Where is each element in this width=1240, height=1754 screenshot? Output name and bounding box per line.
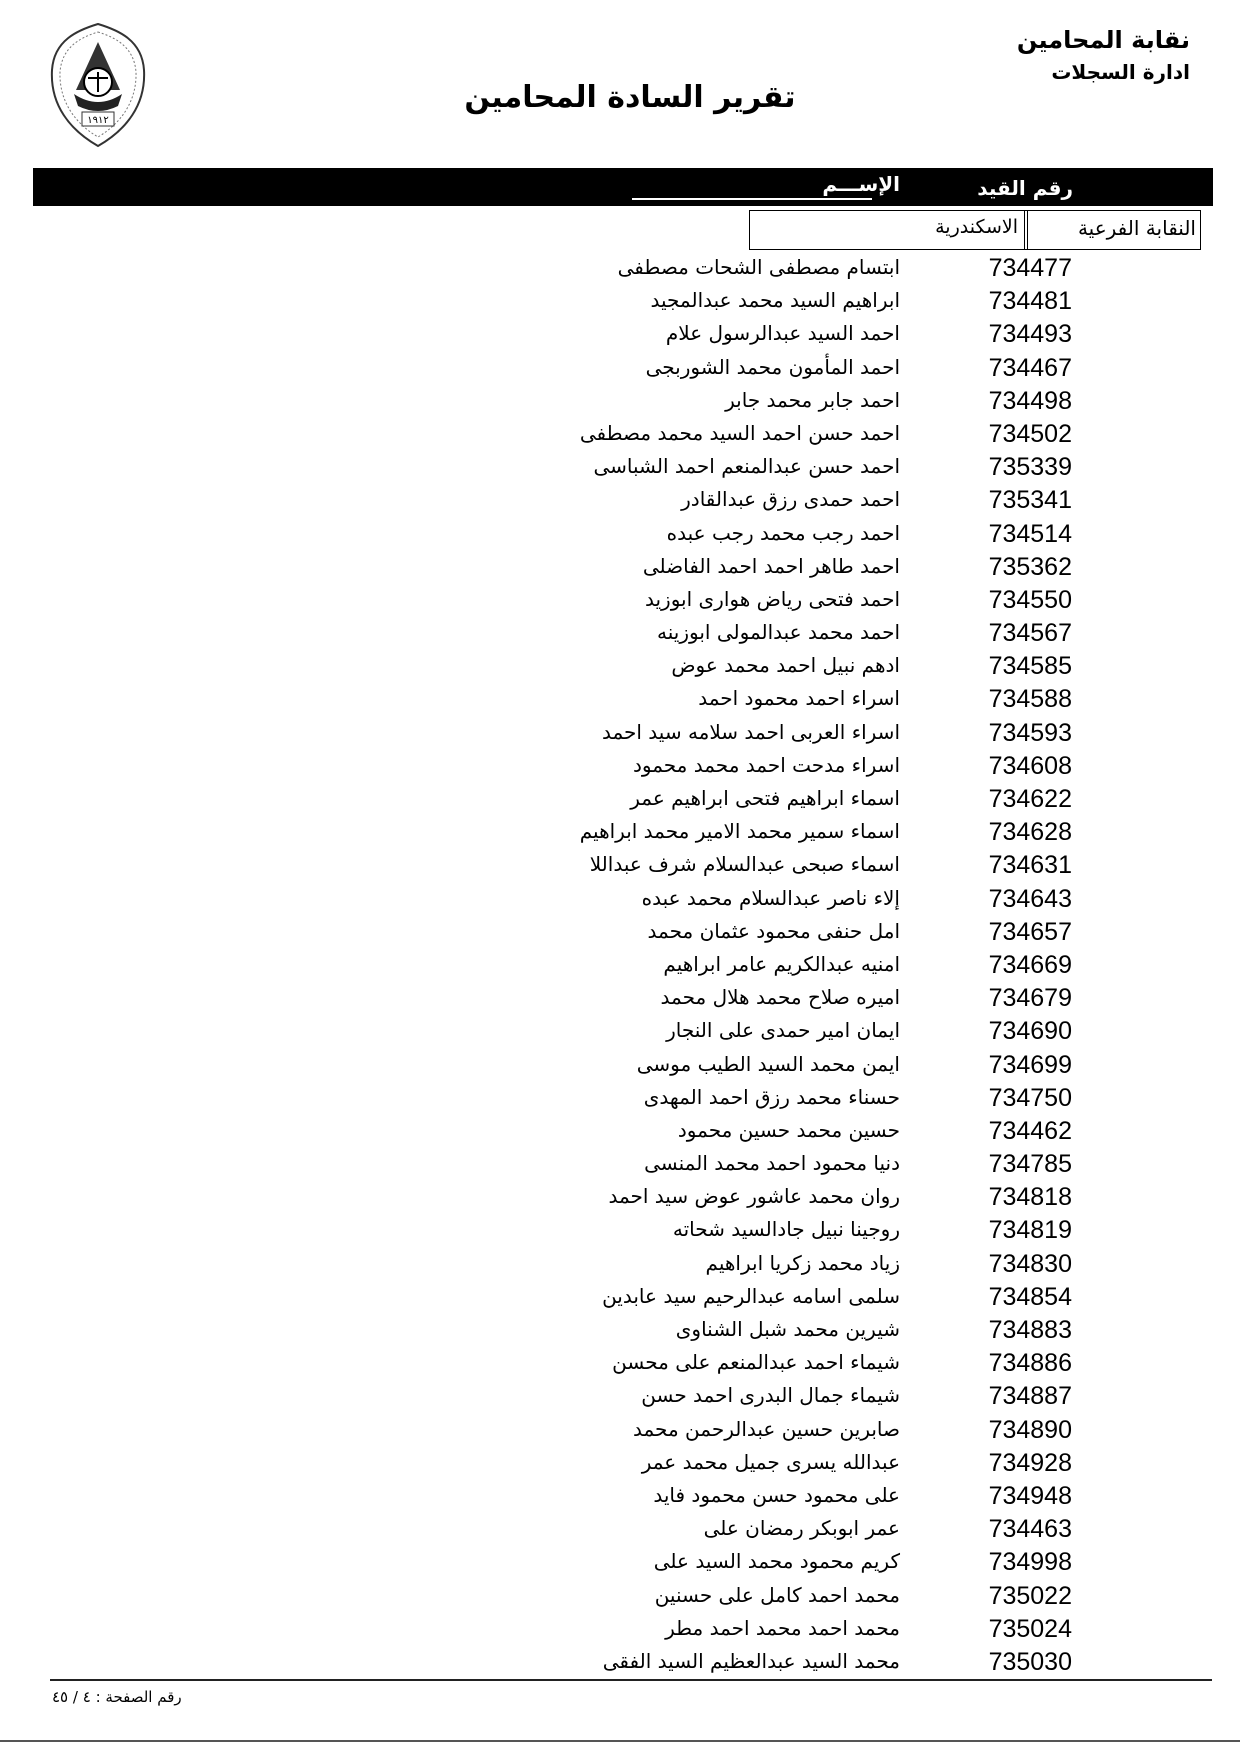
lawyer-name: احمد فتحى رياض هوارى ابوزيد: [644, 586, 900, 611]
registration-number: 734477: [988, 254, 1072, 282]
table-row: [0, 1513, 1240, 1546]
registration-number: 734998: [988, 1548, 1072, 1577]
lawyer-name: إلاء ناصر عبدالسلام محمد عبده: [641, 885, 900, 910]
lawyer-name: امل حنفى محمود عثمان محمد: [647, 918, 900, 943]
table-row: [0, 1380, 1240, 1413]
report-title: تقرير السادة المحامين: [464, 80, 796, 115]
organization-name: نقابة المحامين: [1016, 26, 1190, 54]
registration-number: 734585: [988, 652, 1072, 681]
lawyer-name: حسين محمد حسين محمود: [677, 1117, 900, 1142]
registration-number: 734463: [988, 1515, 1072, 1544]
lawyer-name: ادهم نبيل احمد محمد عوض: [671, 653, 900, 678]
lawyer-name: احمد حسن عبدالمنعم احمد الشباسى: [593, 454, 900, 479]
column-header-name: الإســـم: [822, 172, 900, 196]
lawyer-name: محمد السيد عبدالعظيم السيد الفقى: [602, 1648, 900, 1673]
lawyer-name: محمد احمد محمد احمد مطر: [665, 1615, 900, 1640]
table-row: [0, 1082, 1240, 1115]
column-header-name-underline: [632, 198, 872, 200]
lawyer-name: احمد طاهر احمد احمد الفاضلى: [642, 553, 900, 578]
branch-value: الاسكندرية: [935, 216, 1018, 238]
page-number: [52, 1688, 182, 1706]
lawyer-name: اسماء صبحى عبدالسلام شرف عبداللا: [589, 852, 900, 877]
registration-number: 734593: [988, 718, 1072, 747]
registration-number: 734699: [988, 1050, 1072, 1079]
table-row: [0, 1414, 1240, 1447]
lawyer-name: احمد حمدى رزق عبدالقادر: [681, 487, 900, 512]
department-name: ادارة السجلات: [1051, 60, 1190, 84]
lawyer-name: شيماء جمال البدرى احمد حسن: [641, 1383, 900, 1408]
table-row: [0, 518, 1240, 551]
page-label: رقم الصفحة :: [95, 1688, 182, 1706]
registration-number: 735030: [988, 1647, 1072, 1676]
lawyer-name: عمر ابوبكر رمضان على: [703, 1516, 900, 1541]
registration-number: 734502: [988, 419, 1072, 448]
lawyer-name: اميره صلاح محمد هلال محمد: [660, 985, 900, 1010]
registration-number: 734467: [988, 353, 1072, 382]
lawyer-name: اسراء العربى احمد سلامه سيد احمد: [601, 719, 900, 744]
logo-year: ١٩١٢: [87, 115, 109, 126]
lawyer-name: ايمن محمد السيد الطيب موسى: [636, 1051, 900, 1076]
registration-number: 735024: [988, 1614, 1072, 1643]
registration-number: 734948: [988, 1481, 1072, 1510]
registration-number: 734493: [988, 320, 1072, 349]
lawyer-name: زياد محمد زكريا ابراهيم: [705, 1250, 900, 1275]
table-row: [0, 484, 1240, 517]
table-row: [0, 1613, 1240, 1646]
registration-number: 734657: [988, 917, 1072, 946]
table-row: [0, 1580, 1240, 1613]
table-row: [0, 1480, 1240, 1513]
registration-number: 734928: [988, 1448, 1072, 1477]
registration-number: 734819: [988, 1216, 1072, 1245]
column-header-number: رقم القيد: [977, 176, 1073, 200]
lawyer-name: روجينا نبيل جادالسيد شحاته: [672, 1217, 900, 1242]
table-row: [0, 584, 1240, 617]
table-row: [0, 949, 1240, 982]
lawyer-name: احمد المأمون محمد الشوربجى: [645, 354, 900, 379]
table-row: [0, 717, 1240, 750]
page-total: ٤٥: [52, 1688, 69, 1706]
lawyer-name: اسراء مدحت احمد محمد محمود: [632, 752, 900, 777]
registration-number: 734887: [988, 1382, 1072, 1411]
table-row: [0, 1115, 1240, 1148]
lawyer-name: اسماء سمير محمد الامير محمد ابراهيم: [579, 819, 900, 844]
table-row: [0, 385, 1240, 418]
table-row: [0, 1015, 1240, 1048]
table-row: [0, 551, 1240, 584]
table-row: [0, 1314, 1240, 1347]
page-bottom-border: [0, 1740, 1240, 1742]
registration-number: 734622: [988, 785, 1072, 813]
lawyer-name: احمد محمد عبدالمولى ابوزينه: [657, 620, 900, 645]
table-row: [0, 617, 1240, 650]
registration-number: 734669: [988, 950, 1072, 979]
lawyer-name: ابراهيم السيد محمد عبدالمجيد: [650, 288, 900, 313]
lawyer-name: روان محمد عاشور عوض سيد احمد: [608, 1184, 900, 1209]
page-separator: /: [72, 1688, 78, 1706]
table-row: [0, 982, 1240, 1015]
page-current: ٤: [82, 1688, 91, 1706]
table-row: [0, 1181, 1240, 1214]
lawyer-name: كريم محمود محمد السيد على: [653, 1549, 900, 1574]
table-row: [0, 418, 1240, 451]
registration-number: 735339: [988, 453, 1072, 482]
bar-association-logo: [46, 20, 150, 150]
lawyer-name: محمد احمد كامل على حسنين: [654, 1582, 900, 1607]
lawyer-name: على محمود حسن محمود فايد: [653, 1482, 900, 1507]
lawyer-name: حسناء محمد رزق احمد المهدى: [643, 1084, 900, 1109]
table-row: [0, 1347, 1240, 1380]
table-row: [0, 650, 1240, 683]
registration-number: 734854: [988, 1282, 1072, 1311]
table-row: [0, 1646, 1240, 1679]
lawyer-name: امنيه عبدالكريم عامر ابراهيم: [663, 951, 900, 976]
table-row: [0, 883, 1240, 916]
registration-number: 734462: [988, 1116, 1072, 1145]
registration-number: 734830: [988, 1249, 1072, 1278]
registration-number: 735022: [988, 1581, 1072, 1610]
registration-number: 735341: [988, 486, 1072, 515]
table-row: [0, 1447, 1240, 1480]
lawyer-name: دنيا محمود احمد محمد المنسى: [644, 1151, 900, 1176]
lawyers-table-body: [0, 252, 1240, 1679]
table-row: [0, 285, 1240, 318]
registration-number: 734818: [988, 1183, 1072, 1212]
lawyer-name: شيرين محمد شبل الشناوى: [675, 1317, 900, 1341]
table-row: [0, 816, 1240, 849]
table-row: [0, 252, 1240, 285]
registration-number: 734750: [988, 1083, 1072, 1112]
registration-number: 734608: [988, 751, 1072, 780]
registration-number: 734628: [988, 818, 1072, 847]
lawyer-name: ابتسام مصطفى الشحات مصطفى: [617, 255, 900, 279]
table-row: [0, 750, 1240, 783]
registration-number: 734883: [988, 1316, 1072, 1344]
table-row: [0, 352, 1240, 385]
registration-number: 734588: [988, 685, 1072, 714]
table-row: [0, 1546, 1240, 1579]
registration-number: 734550: [988, 585, 1072, 614]
table-row: [0, 683, 1240, 716]
lawyer-name: سلمى اسامه عبدالرحيم سيد عابدين: [602, 1283, 900, 1308]
registration-number: 734643: [988, 884, 1072, 913]
registration-number: 734498: [988, 386, 1072, 415]
footer-divider: [50, 1679, 1212, 1681]
lawyer-name: ايمان امير حمدى على النجار: [666, 1018, 900, 1043]
table-row: [0, 1214, 1240, 1247]
registration-number: 734514: [988, 519, 1072, 548]
table-row: [0, 1148, 1240, 1181]
branch-divider: [1024, 210, 1028, 250]
registration-number: 734886: [988, 1349, 1072, 1378]
table-row: [0, 1281, 1240, 1314]
lawyer-name: احمد جابر محمد جابر: [725, 387, 900, 412]
registration-number: 734567: [988, 619, 1072, 648]
table-row: [0, 916, 1240, 949]
registration-number: 735362: [988, 552, 1072, 581]
table-row: [0, 451, 1240, 484]
registration-number: 734631: [988, 851, 1072, 880]
lawyer-name: شيماء احمد عبدالمنعم على محسن: [612, 1350, 900, 1375]
registration-number: 734679: [988, 984, 1072, 1013]
lawyer-name: احمد رجب محمد رجب عبده: [666, 520, 900, 545]
branch-label: النقابة الفرعية: [1077, 216, 1196, 240]
table-row: [0, 1248, 1240, 1281]
registration-number: 734890: [988, 1415, 1072, 1444]
table-row: [0, 1049, 1240, 1082]
registration-number: 734785: [988, 1150, 1072, 1179]
table-row: [0, 849, 1240, 882]
lawyer-name: اسماء ابراهيم فتحى ابراهيم عمر: [630, 786, 900, 810]
lawyer-name: صابرين حسين عبدالرحمن محمد: [633, 1416, 900, 1441]
registration-number: 734481: [988, 287, 1072, 316]
lawyer-name: اسراء احمد محمود احمد: [698, 686, 900, 711]
registration-number: 734690: [988, 1017, 1072, 1046]
lawyer-name: عبدالله يسرى جميل محمد عمر: [641, 1449, 900, 1474]
lawyer-name: احمد السيد عبدالرسول علام: [665, 321, 900, 346]
table-row: [0, 318, 1240, 351]
lawyer-name: احمد حسن احمد السيد محمد مصطفى: [579, 420, 900, 445]
table-row: [0, 783, 1240, 816]
